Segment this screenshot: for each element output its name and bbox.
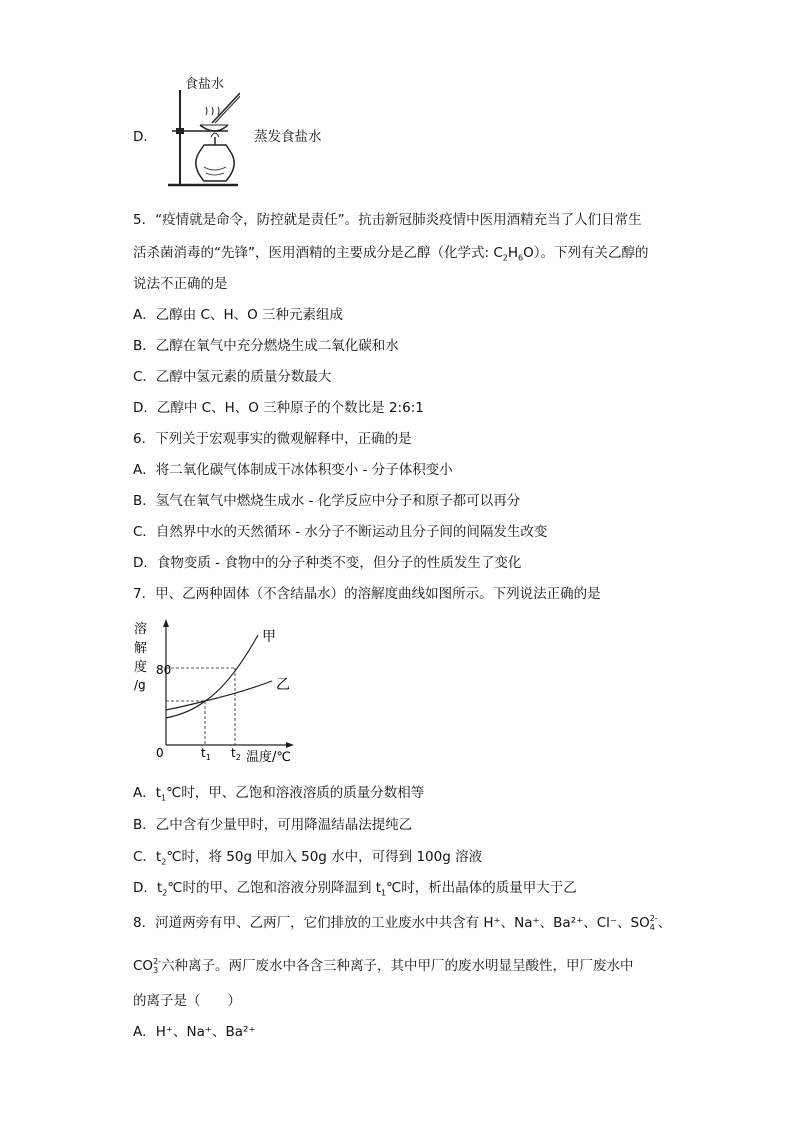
y-label-char: 度	[134, 660, 148, 675]
x-label: 温度/℃	[246, 750, 291, 765]
q8-stem-line2: CO 2- 3 六种离子。两厂废水中各含三种离子，其中甲厂的废水明显呈酸性，甲厂废水中	[133, 957, 634, 975]
q6-stem: 6．下列关于宏观事实的微观解释中，正确的是	[133, 431, 412, 447]
q6-option-b: B．氢气在氧气中燃烧生成水 - 化学反应中分子和原子都可以再分	[133, 493, 521, 509]
q6-option-c: C．自然界中水的天然循环 - 水分子不断运动且分子间的间隔发生改变	[133, 524, 548, 540]
q4-caption: 蒸发食盐水	[254, 129, 322, 145]
q7-option-b: B．乙中含有少量甲时，可用降温结晶法提纯乙	[133, 817, 413, 833]
series-label-jia: 甲	[262, 629, 276, 645]
q7-option-d: D．$t_2℃$时的甲、乙饱和溶液分别降温到 $t_1℃$时，析出晶体的质量甲大于乙	[133, 880, 577, 898]
q8-stem-line3: 的离子是（ ）	[133, 993, 241, 1009]
q7-option-a: A．$t_1℃$时，甲、乙饱和溶液溶质的质量分数相等	[133, 785, 425, 803]
x-axis-arrow-icon	[286, 742, 294, 748]
q5-option-d: D．乙醇中 C、H、O 三种原子的个数比是 2:6:1	[133, 400, 424, 416]
q5-option-c: C．乙醇中氢元素的质量分数最大	[133, 369, 332, 385]
q7-option-c: C．$t_2℃$时，将 50g 甲加入 50g 水中，可得到 100g 溶液	[133, 849, 483, 867]
y-label-char: 溶	[134, 622, 148, 637]
apparatus-label: 食盐水	[185, 77, 225, 92]
q8-stem-line1: 8．河道两旁有甲、乙两厂，它们排放的工业废水中共含有 H⁺、Na⁺、Ba²⁺、Cl⁻、SO 2- 4 、	[133, 914, 672, 932]
q4-option-letter: D．	[133, 129, 157, 145]
curve-jia	[166, 635, 258, 718]
q7-stem: 7．甲、乙两种固体（不含结晶水）的溶解度曲线如图所示。下列说法正确的是	[133, 586, 601, 602]
q5-stem-line2: 活杀菌消毒的“先锋”，医用酒精的主要成分是乙醇（化学式: $C_2H_6O$）。下列有关乙醇的	[133, 245, 649, 263]
q5-option-b: B．乙醇在氧气中充分燃烧生成二氧化碳和水	[133, 338, 399, 354]
q5-stem-line3: 说法不正确的是	[133, 276, 228, 292]
q6-option-d: D．食物变质 - 食物中的分子种类不变，但分子的性质发生了变化	[133, 555, 522, 571]
y-axis-arrow-icon	[163, 619, 169, 627]
q6-option-a: A．将二氧化碳气体制成干冰体积变小 - 分子体积变小	[133, 462, 453, 478]
solubility-chart	[130, 615, 305, 770]
y-label-char: 解	[134, 641, 148, 656]
y-label-char: /g	[134, 678, 146, 692]
q8-option-a: A．H⁺、Na⁺、Ba²⁺	[133, 1024, 256, 1040]
q5-option-a: A．乙醇由 C、H、O 三种元素组成	[133, 307, 344, 323]
series-label-yi: 乙	[276, 677, 290, 693]
x-tick-t2: $t_2$	[231, 746, 241, 762]
q5-stem-line1: 5．“疫情就是命令，防控就是责任”。抗击新冠肺炎疫情中医用酒精充当了人们日常生	[133, 212, 642, 228]
y-tick-label: 80	[156, 663, 172, 677]
evaporation-apparatus-icon	[160, 85, 240, 190]
x-tick-t1: $t_1$	[201, 746, 211, 762]
origin-label: 0	[156, 746, 164, 760]
curve-yi	[166, 681, 272, 710]
